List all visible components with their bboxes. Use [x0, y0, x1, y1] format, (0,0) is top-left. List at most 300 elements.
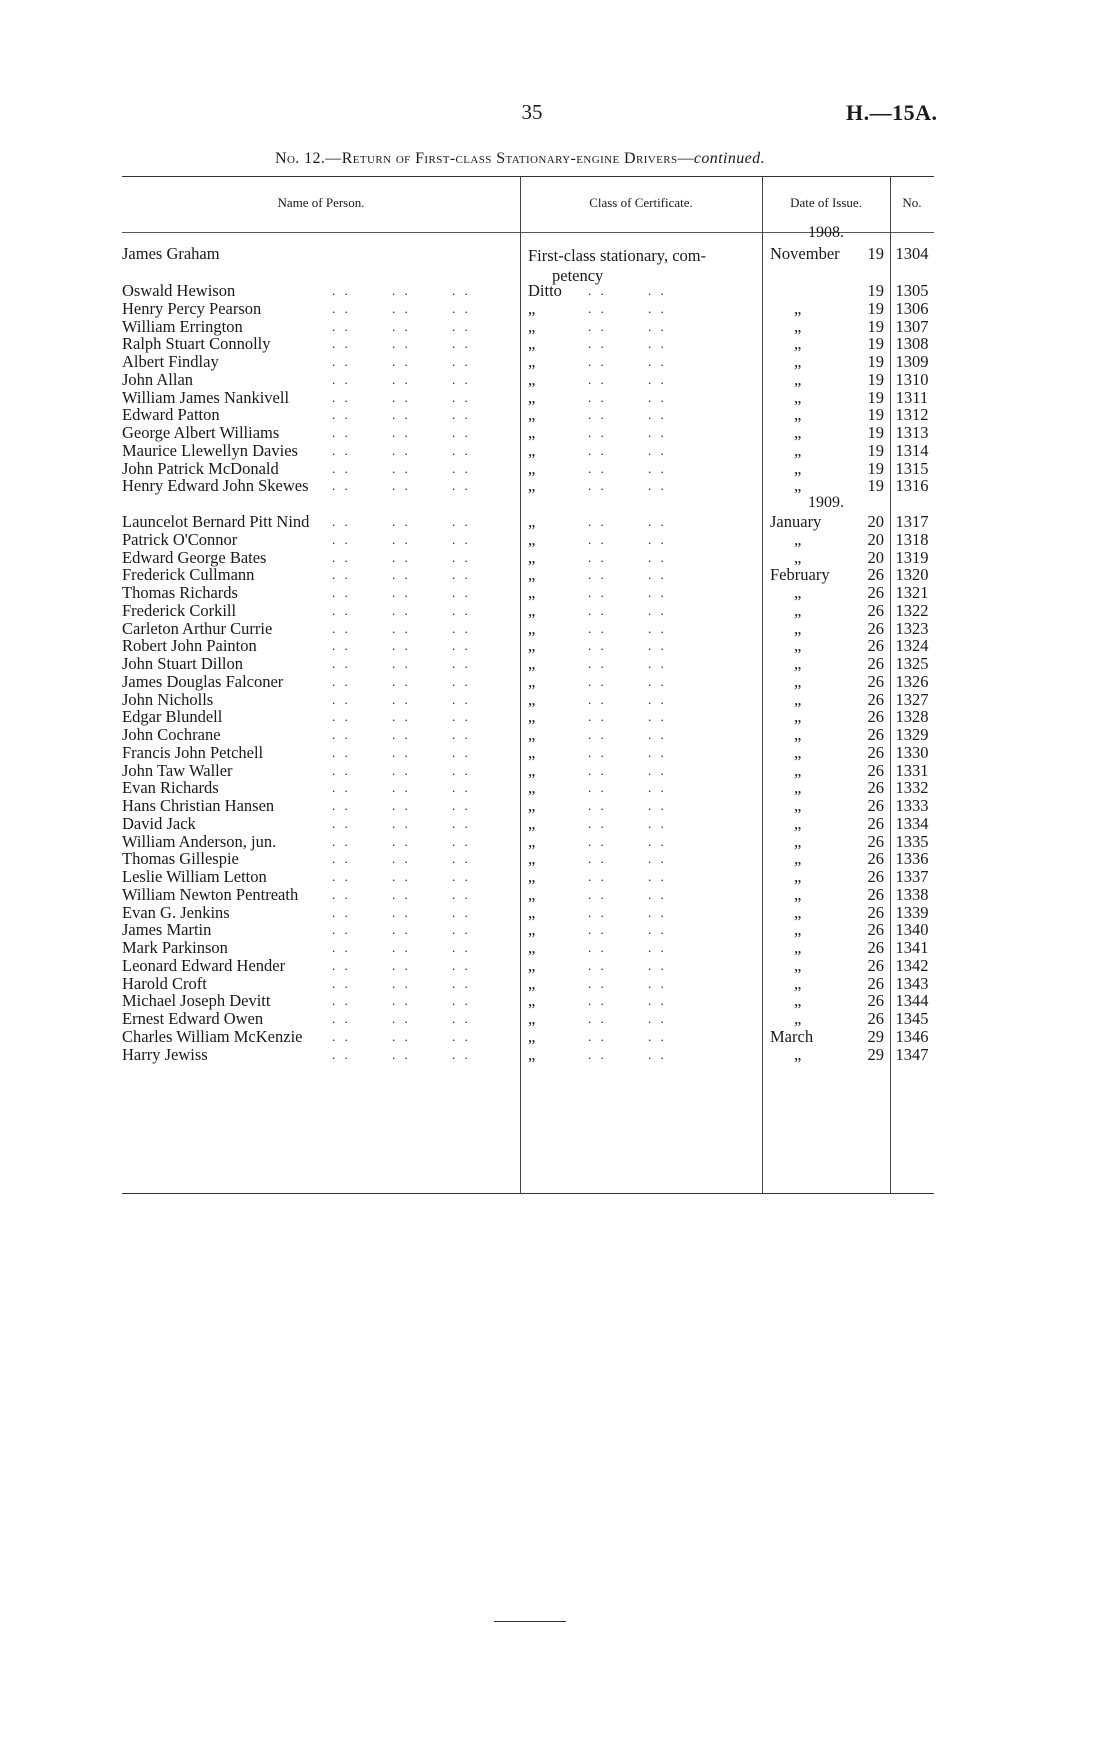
leader-dots: . .	[392, 300, 411, 316]
certificate-class: „	[528, 920, 536, 940]
issue-day: 20	[867, 512, 884, 531]
leader-dots: . .	[452, 993, 471, 1009]
leader-dots: . .	[452, 744, 471, 760]
issue-month: „	[794, 973, 802, 993]
leader-dots: . .	[452, 886, 471, 902]
leader-dots: . .	[332, 869, 351, 884]
column-header-date: Date of Issue.	[790, 195, 862, 210]
leader-dots: . .	[452, 407, 471, 423]
leader-dots: . .	[648, 1028, 667, 1044]
certificate-number: 1325	[895, 654, 929, 673]
person-name: Launcelot Bernard Pitt Nind	[122, 512, 310, 531]
issue-day: 26	[867, 725, 884, 744]
person-name: John Taw Waller	[122, 760, 233, 780]
issue-month: November	[770, 244, 840, 263]
issue-month: „	[794, 547, 802, 567]
leader-dots: . .	[588, 780, 607, 796]
leader-dots: . .	[648, 744, 667, 760]
leader-dots: . .	[392, 514, 411, 529]
person-name: William James Nankivell	[122, 387, 290, 407]
leader-dots: . .	[392, 371, 411, 387]
certificate-class: „	[528, 902, 536, 922]
certificate-class: „	[528, 955, 536, 975]
issue-month: „	[794, 742, 802, 762]
leader-dots: . .	[392, 602, 411, 618]
leader-dots: . .	[332, 300, 351, 316]
leader-dots: . .	[392, 460, 411, 476]
issue-day: 20	[867, 547, 884, 567]
leader-dots: . .	[452, 940, 471, 955]
leader-dots: . .	[332, 975, 351, 991]
issue-day: 26	[867, 884, 884, 904]
certificate-class: „	[528, 334, 536, 354]
leader-dots: . .	[452, 549, 471, 565]
issue-month: „	[794, 440, 802, 460]
leader-dots: . .	[588, 851, 607, 867]
leader-dots: . .	[588, 1011, 607, 1026]
person-name: Evan G. Jenkins	[122, 902, 230, 922]
certificate-class: Ditto	[528, 281, 562, 300]
leader-dots: . .	[452, 904, 471, 920]
leader-dots: . .	[392, 691, 411, 707]
person-name: Leonard Edward Hender	[122, 955, 286, 975]
issue-month: „	[794, 369, 802, 389]
person-name: Ernest Edward Owen	[122, 1009, 264, 1028]
issue-day: 26	[867, 991, 884, 1011]
leader-dots: . .	[332, 1028, 351, 1044]
leader-dots: . .	[648, 549, 667, 565]
person-name: Ralph Stuart Connolly	[122, 334, 271, 354]
leader-dots: . .	[452, 656, 471, 671]
issue-month: „	[794, 352, 802, 371]
leader-dots: . .	[392, 389, 411, 405]
leader-dots: . .	[648, 425, 667, 440]
issue-day: 26	[867, 760, 884, 780]
leader-dots: . .	[392, 780, 411, 796]
certificate-number: 1319	[895, 547, 929, 567]
leader-dots: . .	[648, 318, 667, 334]
person-name: Hans Christian Hansen	[122, 796, 275, 815]
certificate-number: 1347	[895, 1044, 929, 1064]
person-name: John Allan	[122, 369, 194, 389]
table-bottom-rule	[122, 1193, 934, 1194]
leader-dots: . .	[392, 1011, 411, 1026]
person-name: William Anderson, jun.	[122, 831, 277, 851]
certificate-class: „	[528, 778, 536, 798]
leader-dots: . .	[648, 389, 667, 405]
leader-dots: . .	[648, 638, 667, 654]
issue-day: 29	[867, 1026, 884, 1046]
certificate-number: 1336	[895, 849, 929, 869]
leader-dots: . .	[648, 1011, 667, 1026]
issue-day: 26	[867, 689, 884, 709]
certificate-number: 1328	[895, 707, 929, 727]
leader-dots: . .	[332, 762, 351, 778]
leader-dots: . .	[588, 425, 607, 440]
issue-month: „	[794, 636, 802, 656]
leader-dots: . .	[648, 514, 667, 529]
leader-dots: . .	[332, 283, 351, 298]
issue-month: „	[794, 334, 802, 354]
issue-month: „	[794, 778, 802, 798]
leader-dots: . .	[392, 744, 411, 760]
person-name: Frederick Corkill	[122, 600, 237, 620]
certificate-number: 1318	[895, 529, 929, 549]
issue-day: 19	[867, 352, 884, 371]
issue-day: 26	[867, 973, 884, 993]
leader-dots: . .	[648, 727, 667, 742]
leader-dots: . .	[332, 922, 351, 938]
certificate-number: 1344	[895, 991, 929, 1011]
leader-dots: . .	[332, 851, 351, 867]
issue-day: 26	[867, 742, 884, 762]
leader-dots: . .	[392, 567, 411, 583]
issue-day: 26	[867, 831, 884, 851]
leader-dots: . .	[452, 957, 471, 973]
certificate-number: 1321	[895, 583, 929, 602]
leader-dots: . .	[332, 957, 351, 973]
table-title-continued: continued.	[693, 150, 765, 167]
certificate-number: 1331	[895, 760, 929, 780]
leader-dots: . .	[588, 656, 607, 671]
leader-dots: . .	[648, 833, 667, 849]
issue-month: „	[794, 387, 802, 407]
issue-month: „	[794, 600, 802, 620]
leader-dots: . .	[588, 727, 607, 742]
leader-dots: . .	[588, 620, 607, 636]
certificate-number: 1346	[895, 1026, 929, 1046]
leader-dots: . .	[332, 709, 351, 725]
person-name: John Cochrane	[122, 725, 221, 744]
leader-dots: . .	[648, 975, 667, 991]
leader-dots: . .	[392, 993, 411, 1009]
leader-dots: . .	[588, 691, 607, 707]
issue-day: 26	[867, 565, 884, 585]
leader-dots: . .	[392, 851, 411, 867]
leader-dots: . .	[392, 425, 411, 440]
leader-dots: . .	[332, 602, 351, 618]
leader-dots: . .	[332, 673, 351, 689]
issue-day: 19	[867, 316, 884, 336]
certificate-class-line2: petency	[552, 266, 604, 285]
leader-dots: . .	[392, 833, 411, 849]
leader-dots: . .	[452, 869, 471, 884]
person-name: George Albert Williams	[122, 423, 280, 442]
certificate-class: „	[528, 1009, 536, 1028]
leader-dots: . .	[332, 567, 351, 583]
leader-dots: . .	[332, 354, 351, 369]
leader-dots: . .	[332, 318, 351, 334]
leader-dots: . .	[648, 602, 667, 618]
leader-dots: . .	[332, 744, 351, 760]
person-name: Maurice Llewellyn Davies	[122, 440, 298, 460]
certificate-class: „	[528, 707, 536, 727]
issue-month: „	[794, 867, 802, 886]
certificate-number: 1343	[895, 973, 929, 993]
leader-dots: . .	[648, 762, 667, 778]
leader-dots: . .	[648, 851, 667, 867]
certificate-number: 1342	[895, 955, 929, 975]
certificate-class: „	[528, 884, 536, 904]
issue-month: „	[794, 831, 802, 851]
leader-dots: . .	[392, 798, 411, 813]
issue-month: „	[794, 458, 802, 478]
certificate-number: 1312	[895, 405, 929, 425]
leader-dots: . .	[648, 709, 667, 725]
leader-dots: . .	[332, 1011, 351, 1026]
leader-dots: . .	[648, 283, 667, 298]
certificate-number: 1332	[895, 778, 929, 798]
issue-day: 26	[867, 955, 884, 975]
leader-dots: . .	[588, 709, 607, 725]
leader-dots: . .	[392, 922, 411, 938]
certificate-class: „	[528, 440, 536, 460]
leader-dots: . .	[392, 940, 411, 955]
certificate-number: 1339	[895, 902, 929, 922]
leader-dots: . .	[648, 531, 667, 547]
leader-dots: . .	[392, 1046, 411, 1062]
certificate-class: „	[528, 529, 536, 549]
certificate-class: „	[528, 476, 536, 496]
issue-month: „	[794, 618, 802, 638]
leader-dots: . .	[392, 620, 411, 636]
leader-dots: . .	[332, 336, 351, 352]
certificate-number: 1320	[895, 565, 929, 585]
leader-dots: . .	[588, 1046, 607, 1062]
leader-dots: . .	[452, 1028, 471, 1044]
leader-dots: . .	[452, 354, 471, 369]
leader-dots: . .	[588, 585, 607, 600]
leader-dots: . .	[648, 673, 667, 689]
leader-dots: . .	[452, 300, 471, 316]
certificate-number: 1316	[895, 476, 929, 496]
leader-dots: . .	[588, 389, 607, 405]
issue-day: 26	[867, 600, 884, 620]
person-name: Albert Findlay	[122, 352, 219, 371]
leader-dots: . .	[648, 442, 667, 458]
certificate-class: „	[528, 387, 536, 407]
year-label-1908: 1908.	[808, 224, 844, 241]
person-name: Henry Percy Pearson	[122, 298, 262, 318]
certificate-number: 1341	[895, 938, 929, 957]
leader-dots: . .	[648, 993, 667, 1009]
leader-dots: . .	[588, 300, 607, 316]
issue-day: 19	[867, 298, 884, 318]
certificate-number: 1304	[895, 244, 929, 263]
leader-dots: . .	[452, 567, 471, 583]
leader-dots: . .	[452, 815, 471, 831]
person-name: Charles William McKenzie	[122, 1026, 303, 1046]
issue-day: 19	[867, 440, 884, 460]
person-name: James Graham	[122, 244, 220, 263]
leader-dots: . .	[392, 673, 411, 689]
table-title	[0, 150, 1040, 168]
issue-day: 26	[867, 636, 884, 656]
issue-month: „	[794, 902, 802, 922]
column-header-no: No.	[902, 195, 922, 210]
issue-month: „	[794, 654, 802, 673]
leader-dots: . .	[332, 514, 351, 529]
issue-month: „	[794, 316, 802, 336]
leader-dots: . .	[648, 886, 667, 902]
certificate-number: 1309	[895, 352, 929, 371]
certificate-class: „	[528, 458, 536, 478]
person-name: Patrick O'Connor	[122, 529, 238, 549]
certificate-class: „	[528, 742, 536, 762]
issue-month: „	[794, 583, 802, 602]
certificate-class: „	[528, 760, 536, 780]
person-name: William Errington	[122, 316, 243, 336]
person-name: David Jack	[122, 813, 196, 833]
certificate-class: „	[528, 867, 536, 886]
leader-dots: . .	[452, 425, 471, 440]
person-name: Robert John Painton	[122, 636, 257, 656]
certificate-number: 1345	[895, 1009, 929, 1028]
leader-dots: . .	[648, 1046, 667, 1062]
leader-dots: . .	[332, 389, 351, 405]
leader-dots: . .	[392, 318, 411, 334]
certificate-class: „	[528, 352, 536, 371]
certificate-class: „	[528, 423, 536, 442]
leader-dots: . .	[588, 798, 607, 813]
issue-day: 19	[867, 405, 884, 425]
table-row	[122, 476, 934, 496]
leader-dots: . .	[332, 620, 351, 636]
certificate-number: 1335	[895, 831, 929, 851]
certificate-number: 1307	[895, 316, 929, 336]
person-name: Leslie William Letton	[122, 867, 267, 886]
certificate-class: „	[528, 813, 536, 833]
certificate-class: „	[528, 654, 536, 673]
leader-dots: . .	[588, 460, 607, 476]
person-name: John Patrick McDonald	[122, 458, 279, 478]
leader-dots: . .	[332, 442, 351, 458]
leader-dots: . .	[588, 869, 607, 884]
leader-dots: . .	[588, 940, 607, 955]
certificate-number: 1338	[895, 884, 929, 904]
leader-dots: . .	[452, 442, 471, 458]
leader-dots: . .	[588, 904, 607, 920]
issue-day: 20	[867, 529, 884, 549]
leader-dots: . .	[588, 1028, 607, 1044]
leader-dots: . .	[332, 371, 351, 387]
issue-day: 19	[867, 458, 884, 478]
issue-day: 26	[867, 618, 884, 638]
certificate-class: „	[528, 1026, 536, 1046]
leader-dots: . .	[588, 975, 607, 991]
leader-dots: . .	[588, 283, 607, 298]
certificate-number: 1308	[895, 334, 929, 354]
person-name: James Martin	[122, 920, 212, 940]
certificate-class: „	[528, 938, 536, 957]
leader-dots: . .	[332, 815, 351, 831]
person-name: John Stuart Dillon	[122, 654, 244, 673]
person-name: Harry Jewiss	[122, 1044, 208, 1064]
leader-dots: . .	[332, 531, 351, 547]
leader-dots: . .	[392, 336, 411, 352]
issue-month: „	[794, 725, 802, 744]
certificate-class: „	[528, 689, 536, 709]
issue-month: „	[794, 938, 802, 957]
issue-day: 19	[867, 476, 884, 496]
certificate-number: 1305	[895, 281, 929, 300]
leader-dots: . .	[332, 993, 351, 1009]
leader-dots: . .	[648, 656, 667, 671]
person-name: Francis John Petchell	[122, 742, 264, 762]
certificate-class: „	[528, 547, 536, 567]
column-header-class: Class of Certificate.	[589, 195, 693, 210]
certificate-class: „	[528, 618, 536, 638]
person-name: Thomas Richards	[122, 583, 238, 602]
certificate-class: „	[528, 512, 536, 531]
leader-dots: . .	[332, 833, 351, 849]
issue-day: 26	[867, 938, 884, 957]
issue-day: 26	[867, 813, 884, 833]
leader-dots: . .	[452, 798, 471, 813]
issue-month: „	[794, 476, 802, 496]
leader-dots: . .	[648, 300, 667, 316]
certificate-number: 1323	[895, 618, 929, 638]
leader-dots: . .	[648, 780, 667, 796]
leader-dots: . .	[648, 354, 667, 369]
issue-day: 26	[867, 849, 884, 869]
table-row	[122, 1045, 934, 1065]
issue-month: „	[794, 1044, 802, 1064]
issue-day: 19	[867, 244, 884, 263]
leader-dots: . .	[588, 833, 607, 849]
certificate-number: 1317	[895, 512, 929, 531]
person-name: Edward George Bates	[122, 547, 267, 567]
person-name: Thomas Gillespie	[122, 849, 239, 869]
issue-month: „	[794, 405, 802, 425]
drivers-table	[122, 176, 934, 1194]
leader-dots: . .	[392, 762, 411, 778]
issue-month: „	[794, 884, 802, 904]
leader-dots: . .	[648, 798, 667, 813]
certificate-number: 1314	[895, 440, 929, 460]
person-name: James Douglas Falconer	[122, 671, 284, 691]
leader-dots: . .	[588, 318, 607, 334]
issue-day: 19	[867, 387, 884, 407]
issue-day: 26	[867, 902, 884, 922]
leader-dots: . .	[392, 815, 411, 831]
leader-dots: . .	[332, 798, 351, 813]
leader-dots: . .	[392, 283, 411, 298]
leader-dots: . .	[452, 691, 471, 707]
leader-dots: . .	[452, 318, 471, 334]
leader-dots: . .	[452, 1046, 471, 1062]
certificate-class: „	[528, 405, 536, 425]
certificate-class: „	[528, 725, 536, 744]
certificate-class: „	[528, 1044, 536, 1064]
leader-dots: . .	[392, 1028, 411, 1044]
leader-dots: . .	[392, 585, 411, 600]
leader-dots: . .	[332, 940, 351, 955]
leader-dots: . .	[392, 975, 411, 991]
person-name: Edward Patton	[122, 405, 220, 425]
leader-dots: . .	[588, 602, 607, 618]
issue-day: 26	[867, 671, 884, 691]
certificate-number: 1322	[895, 600, 929, 620]
leader-dots: . .	[392, 886, 411, 902]
leader-dots: . .	[392, 709, 411, 725]
certificate-class: „	[528, 671, 536, 691]
leader-dots: . .	[452, 922, 471, 938]
leader-dots: . .	[392, 904, 411, 920]
issue-day: 19	[867, 281, 884, 300]
issue-day: 26	[867, 867, 884, 886]
leader-dots: . .	[392, 638, 411, 654]
